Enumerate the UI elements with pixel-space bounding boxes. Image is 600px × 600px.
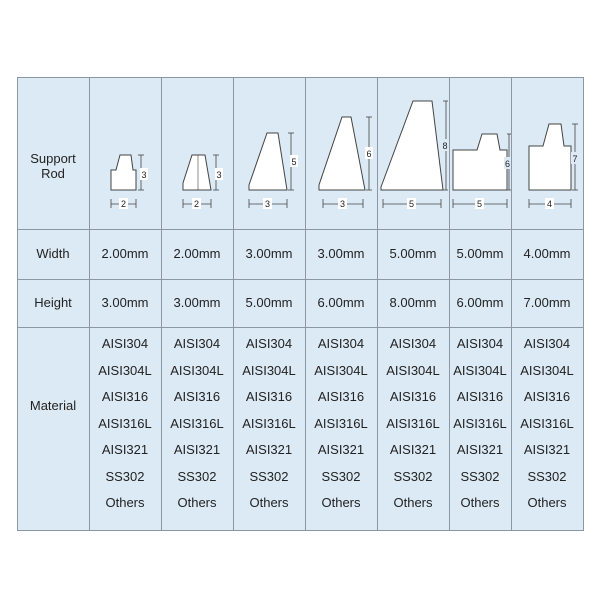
dim-height-label: 5	[291, 157, 297, 167]
rod-profile-2x3-drawing	[89, 77, 161, 229]
material-item: Others	[527, 495, 567, 510]
material-item: Others	[105, 495, 145, 510]
material-item: AISI304L	[520, 362, 574, 378]
table-border-right	[583, 77, 584, 531]
material-list	[449, 331, 511, 517]
dim-width-label: 2	[193, 199, 200, 209]
row-label-width: Width	[36, 246, 70, 261]
row-label-material: Material	[29, 398, 77, 413]
material-list	[233, 331, 305, 517]
material-item: Others	[177, 495, 217, 510]
rod-profile-2x3-triangle-drawing	[161, 77, 233, 229]
height-cell: 6.00mm	[317, 295, 365, 310]
material-item: AISI304	[523, 336, 571, 351]
dim-height-label: 3	[216, 170, 222, 180]
rod-profile-4x7-drawing	[511, 77, 583, 229]
material-item: AISI321	[173, 442, 221, 457]
material-item: AISI304L	[98, 362, 152, 378]
material-item: AISI316	[389, 389, 437, 404]
dim-width-label: 2	[120, 199, 127, 209]
width-cell: 4.00mm	[523, 246, 571, 261]
height-cell: 5.00mm	[245, 295, 293, 310]
material-item: AISI304	[245, 336, 293, 351]
material-item: AISI316L	[98, 415, 152, 431]
material-item: AISI321	[245, 442, 293, 457]
material-item: AISI304	[173, 336, 221, 351]
height-cell: 3.00mm	[101, 295, 149, 310]
material-item: SS302	[249, 468, 289, 484]
material-item: Others	[249, 495, 289, 510]
material-item: AISI316L	[453, 415, 507, 431]
height-cell: 6.00mm	[456, 295, 504, 310]
width-cell: 5.00mm	[456, 246, 504, 261]
material-item: SS302	[393, 468, 433, 484]
material-item: AISI304L	[386, 362, 440, 378]
material-item: AISI304L	[314, 362, 368, 378]
material-item: Others	[321, 495, 361, 510]
table-border-bottom	[17, 530, 584, 531]
width-cell: 3.00mm	[317, 246, 365, 261]
height-cell: 7.00mm	[523, 295, 571, 310]
material-item: AISI316L	[242, 415, 296, 431]
height-cell: 8.00mm	[389, 295, 437, 310]
material-item: AISI316	[456, 389, 504, 404]
width-cell: 3.00mm	[245, 246, 293, 261]
material-item: AISI304	[317, 336, 365, 351]
material-item: AISI321	[456, 442, 504, 457]
material-item: AISI304L	[170, 362, 224, 378]
material-item: AISI316L	[520, 415, 574, 431]
dim-width-label: 5	[408, 199, 415, 209]
row-divider	[17, 327, 584, 328]
material-item: AISI321	[317, 442, 365, 457]
row-label-support-rod: Support Rod	[30, 151, 76, 181]
dim-height-label: 7	[572, 154, 578, 164]
material-item: Others	[393, 495, 433, 510]
material-list	[511, 331, 583, 517]
row-divider	[17, 229, 584, 230]
material-item: AISI304	[389, 336, 437, 351]
material-item: SS302	[177, 468, 217, 484]
material-item: AISI316L	[314, 415, 368, 431]
dim-width-label: 5	[476, 199, 483, 209]
material-item: SS302	[460, 468, 500, 484]
dim-height-label: 3	[141, 170, 147, 180]
material-list	[89, 331, 161, 517]
material-list	[161, 331, 233, 517]
rod-profile-5x6-drawing	[449, 77, 511, 229]
material-item: AISI316	[245, 389, 293, 404]
dim-width-label: 3	[264, 199, 271, 209]
material-item: AISI316L	[170, 415, 224, 431]
dim-height-label: 8	[442, 141, 448, 151]
material-item: SS302	[321, 468, 361, 484]
dim-height-label: 6	[504, 159, 511, 169]
material-item: AISI304	[456, 336, 504, 351]
rod-profile-3x6-drawing	[305, 77, 377, 229]
dim-width-label: 4	[546, 199, 553, 209]
material-item: AISI304	[101, 336, 149, 351]
material-item: AISI321	[523, 442, 571, 457]
row-divider	[17, 279, 584, 280]
material-item: AISI316	[101, 389, 149, 404]
material-item: AISI316	[173, 389, 221, 404]
row-label-height: Height	[34, 295, 72, 310]
width-cell: 2.00mm	[101, 246, 149, 261]
rod-profile-3x5-drawing	[233, 77, 305, 229]
material-item: AISI321	[101, 442, 149, 457]
material-item: SS302	[527, 468, 567, 484]
dim-height-label: 6	[366, 149, 372, 159]
material-item: AISI316	[523, 389, 571, 404]
material-item: AISI316	[317, 389, 365, 404]
support-rod-spec-table	[17, 77, 584, 531]
material-item: Others	[460, 495, 500, 510]
height-cell: 3.00mm	[173, 295, 221, 310]
material-item: AISI304L	[242, 362, 296, 378]
material-list	[305, 331, 377, 517]
material-item: SS302	[105, 468, 145, 484]
material-item: AISI304L	[453, 362, 507, 378]
dim-width-label: 3	[339, 199, 346, 209]
material-list	[377, 331, 449, 517]
rod-profile-5x8-drawing	[377, 77, 449, 229]
material-item: AISI321	[389, 442, 437, 457]
material-item: AISI316L	[386, 415, 440, 431]
width-cell: 2.00mm	[173, 246, 221, 261]
width-cell: 5.00mm	[389, 246, 437, 261]
